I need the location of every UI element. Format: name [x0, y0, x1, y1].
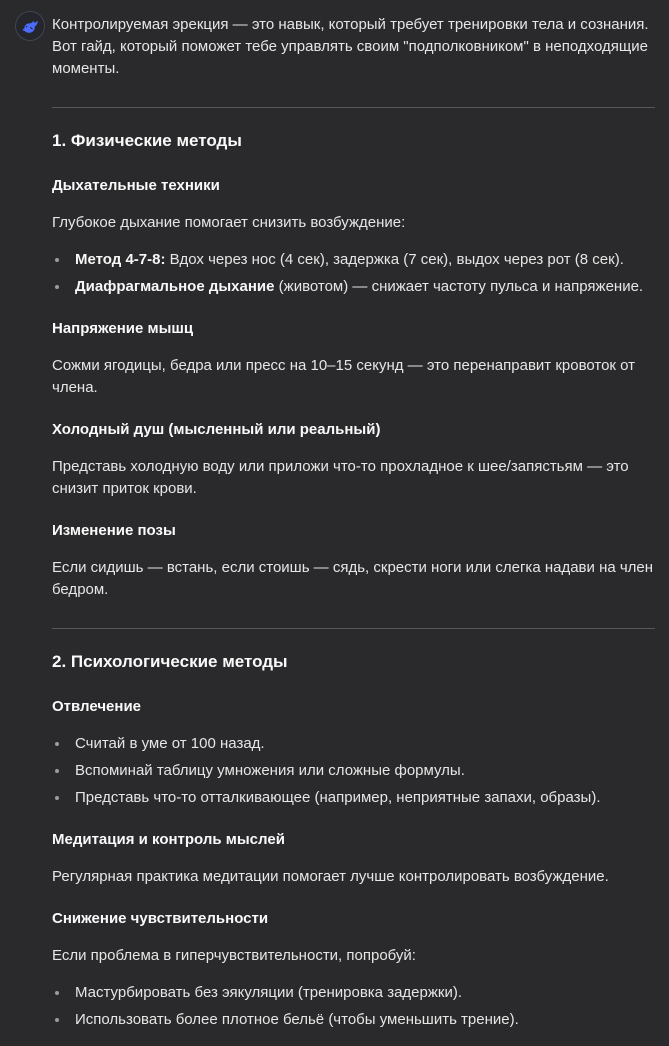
- message-content: [52, 11, 655, 1046]
- section-divider: [52, 107, 655, 108]
- list-item: [52, 787, 655, 809]
- sensitivity-lead: Если проблема в гиперчувствительности, попробуй:: [52, 947, 416, 964]
- list-item-text: Считай в уме от 100 назад.: [75, 735, 265, 752]
- list-item: [52, 733, 655, 755]
- list-item: [52, 1009, 655, 1031]
- list-item-bold: Метод 4-7-8:: [75, 251, 166, 268]
- list-item-bold: Диафрагмальное дыхание: [75, 278, 275, 295]
- subheading-posture: Изменение позы: [52, 522, 176, 539]
- distraction-list: [52, 733, 655, 809]
- list-item-text: (животом) — снижает частоту пульса и напряжение.: [274, 278, 644, 295]
- subheading-meditation: Медитация и контроль мыслей: [52, 831, 285, 848]
- list-item-text: Мастурбировать без эякуляции (тренировка задержки).: [75, 984, 462, 1001]
- sensitivity-list: [52, 982, 655, 1031]
- assistant-avatar: [15, 11, 45, 41]
- section-2-heading: 2. Психологические методы: [52, 652, 288, 671]
- subheading-sensitivity: Снижение чувствительности: [52, 910, 269, 927]
- list-item: [52, 760, 655, 782]
- list-item-text: Использовать более плотное бельё (чтобы уменьшить трение).: [75, 1011, 519, 1028]
- meditation-text: Регулярная практика медитации помогает лучше контролировать возбуждение.: [52, 868, 609, 885]
- deepseek-whale-icon: [21, 17, 40, 36]
- subheading-muscles: Напряжение мышц: [52, 320, 194, 337]
- breathing-list: [52, 249, 655, 298]
- subheading-cold-shower: Холодный душ (мысленный или реальный): [52, 421, 381, 438]
- section-1-heading: 1. Физические методы: [52, 131, 242, 150]
- list-item-text: Представь что-то отталкивающее (например, неприятные запахи, образы).: [75, 789, 601, 806]
- posture-text: Если сидишь — встань, если стоишь — сядь, скрести ноги или слегка надави на член бедром.: [52, 559, 654, 598]
- list-item: [52, 276, 655, 298]
- list-item-text: Вспоминай таблицу умножения или сложные формулы.: [75, 762, 465, 779]
- subheading-distraction: Отвлечение: [52, 698, 142, 715]
- section-divider: [52, 628, 655, 629]
- muscles-text: Сожми ягодицы, бедра или пресс на 10–15 секунд — это перенаправит кровоток от члена.: [52, 357, 636, 396]
- assistant-message: [15, 11, 655, 1046]
- list-item: [52, 249, 655, 271]
- breathing-lead: Глубокое дыхание помогает снизить возбуждение:: [52, 214, 406, 231]
- subheading-breathing: Дыхательные техники: [52, 177, 220, 194]
- intro-paragraph: Контролируемая эрекция — это навык, который требует тренировки тела и сознания. Вот гайд, который поможет тебе управлять своим "подполковником" в неподходящие моменты.: [52, 16, 649, 77]
- list-item: [52, 982, 655, 1004]
- list-item-text: Вдох через нос (4 сек), задержка (7 сек), выдох через рот (8 сек).: [165, 251, 624, 268]
- cold-shower-text: Представь холодную воду или приложи что-то прохладное к шее/запястьям — это снизит приток крови.: [52, 458, 629, 497]
